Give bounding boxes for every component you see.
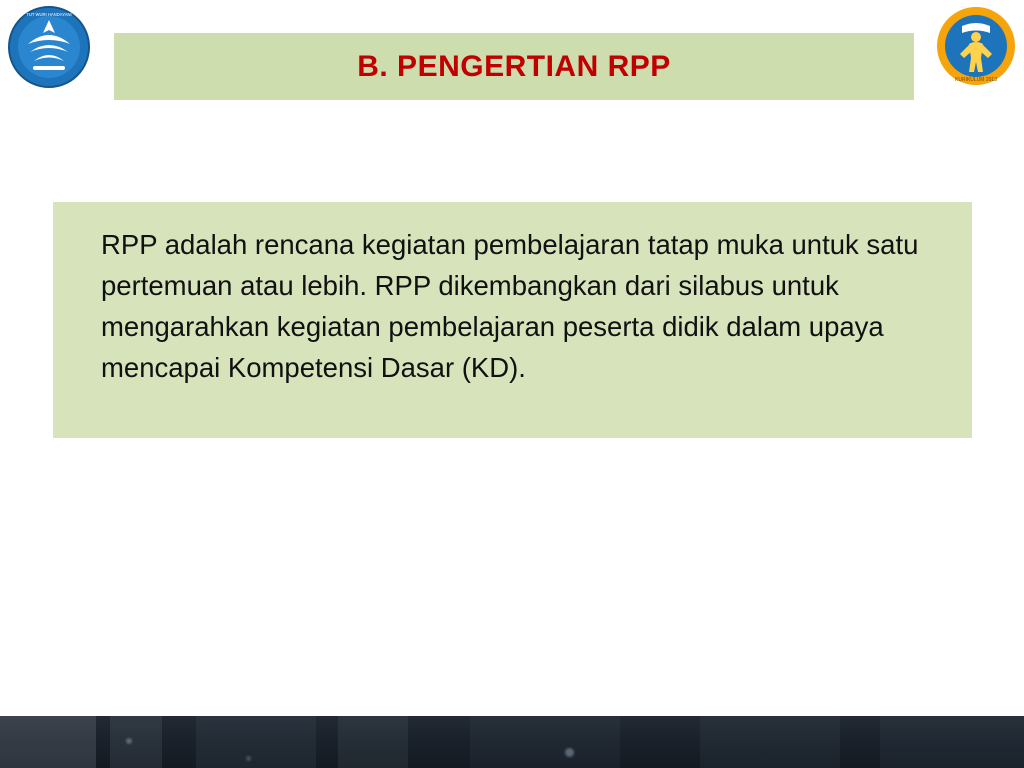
strip-segment: [0, 716, 96, 768]
content-panel: [53, 202, 972, 438]
strip-segment: [110, 716, 162, 768]
strip-light-dot: [126, 738, 132, 744]
strip-light-dot: [565, 748, 574, 757]
bottom-image-strip: [0, 716, 1024, 768]
body-text: RPP adalah rencana kegiatan pembelajaran tatap muka untuk satu pertemuan atau lebih. RPP dikembangkan dari silabus untuk mengarahkan kegiatan pembelajaran peserta didik dalam upaya mencapai Kompetensi Dasar (KD).: [101, 229, 927, 383]
tut-wuri-handayani-logo: [8, 6, 90, 88]
svg-text:KURIKULUM 2013: KURIKULUM 2013: [955, 77, 997, 83]
strip-segment: [700, 716, 840, 768]
strip-light-dot: [246, 756, 251, 761]
strip-segment: [338, 716, 408, 768]
page-title: B. PENGERTIAN RPP: [357, 49, 671, 83]
strip-segment: [196, 716, 316, 768]
strip-segment: [880, 716, 1024, 768]
kurikulum-2013-logo: [936, 6, 1016, 86]
strip-segment: [470, 716, 620, 768]
slide-title-banner: [114, 33, 914, 100]
svg-text:TUT WURI HANDAYANI: TUT WURI HANDAYANI: [26, 12, 72, 17]
